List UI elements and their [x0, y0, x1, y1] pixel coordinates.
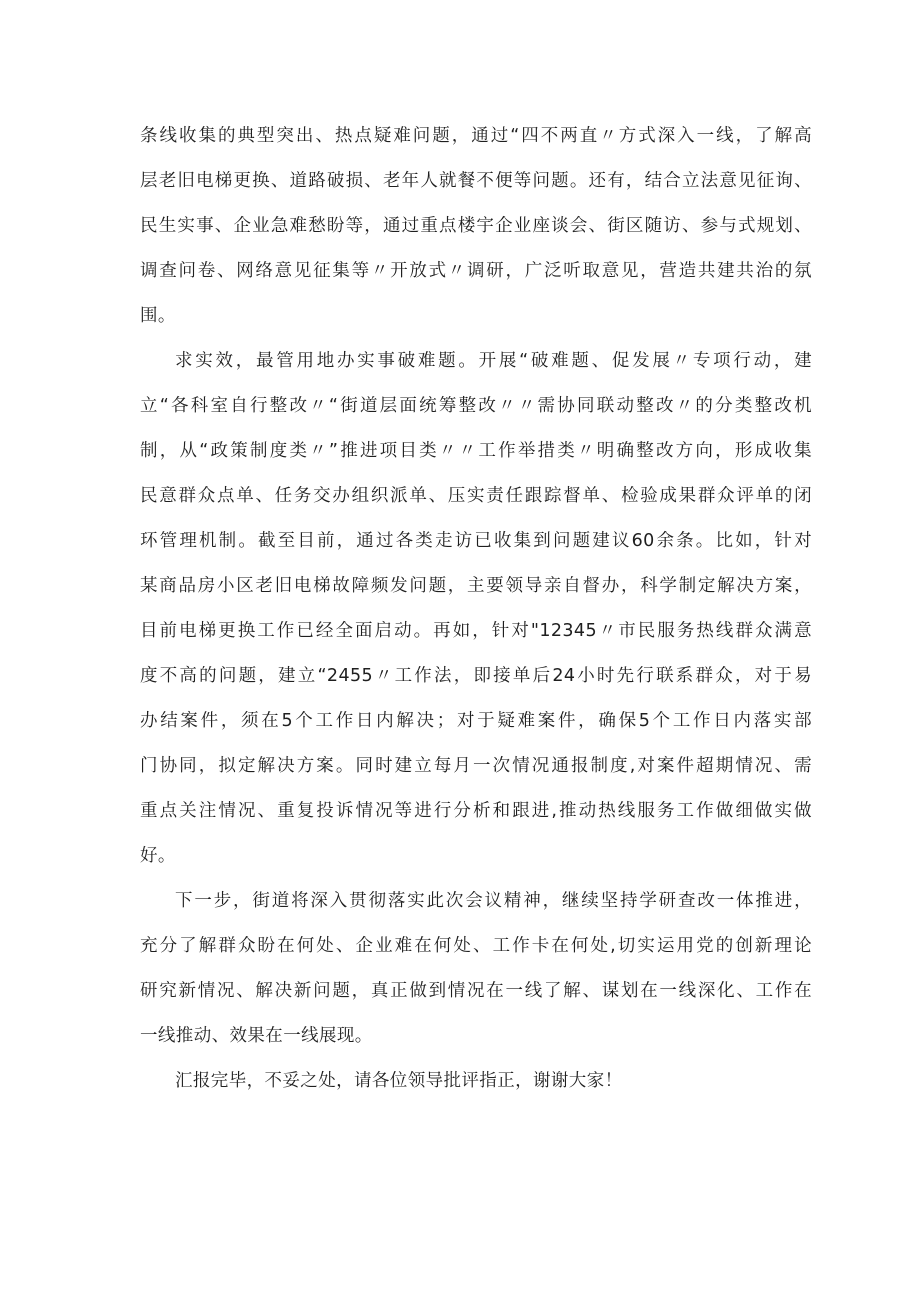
paragraph-line: 某商品房小区老旧电梯故障频发问题，主要领导亲自督办，科学制定解决方案， — [140, 576, 812, 596]
paragraph-line: 制，从“政策制度类〃”推进项目类〃〃工作举措类〃明确整改方向，形成收集 — [140, 441, 812, 461]
paragraph-line: 充分了解群众盼在何处、企业难在何处、工作卡在何处,切实运用党的创新理论 — [140, 936, 812, 956]
paragraph-line: 重点关注情况、重复投诉情况等进行分析和跟进,推动热线服务工作做细做实做 — [140, 801, 812, 821]
paragraph-p2 — [140, 339, 812, 879]
paragraph-line: 调查问卷、网络意见征集等〃开放式〃调研，广泛听取意见，营造共建共治的氛 — [140, 261, 812, 281]
paragraph-line: 门协同，拟定解决方案。同时建立每月一次情况通报制度,对案件超期情况、需 — [140, 756, 812, 776]
paragraph-p3 — [140, 879, 812, 1059]
paragraph-line: 求实效，最管用地办实事破难题。开展“破难题、促发展〃专项行动，建 — [175, 351, 812, 371]
paragraph-line: 民意群众点单、任务交办组织派单、压实责任跟踪督单、检验成果群众评单的闭 — [140, 486, 812, 506]
paragraph-line: 条线收集的典型突出、热点疑难问题，通过“四不两直〃方式深入一线，了解高 — [140, 126, 812, 146]
document-body — [140, 114, 812, 1104]
paragraph-line: 目前电梯更换工作已经全面启动。再如，针对"12345〃市民服务热线群众满意 — [140, 621, 812, 641]
paragraph-line: 环管理机制。截至目前，通过各类走访已收集到问题建议60余条。比如，针对 — [140, 531, 812, 551]
paragraph-line: 办结案件，须在5个工作日内解决；对于疑难案件，确保5个工作日内落实部 — [140, 711, 812, 731]
paragraph-line: 度不高的问题，建立“2455〃工作法，即接单后24小时先行联系群众，对于易 — [140, 666, 812, 686]
paragraph-line: 层老旧电梯更换、道路破损、老年人就餐不便等问题。还有，结合立法意见征询、 — [140, 171, 812, 191]
paragraph-line: 围。 — [140, 306, 176, 326]
paragraph-p1 — [140, 114, 812, 339]
paragraph-line: 汇报完毕，不妥之处，请各位领导批评指正，谢谢大家！ — [175, 1071, 623, 1091]
paragraph-line: 立“各科室自行整改〃“街道层面统筹整改〃〃需协同联动整改〃的分类整改机 — [140, 396, 812, 416]
paragraph-line: 好。 — [140, 846, 176, 866]
paragraph-p4 — [140, 1059, 812, 1104]
paragraph-line: 下一步，街道将深入贯彻落实此次会议精神，继续坚持学研查改一体推进， — [175, 891, 812, 911]
paragraph-line: 一线推动、效果在一线展现。 — [140, 1026, 373, 1046]
paragraph-line: 民生实事、企业急难愁盼等，通过重点楼宇企业座谈会、街区随访、参与式规划、 — [140, 216, 812, 236]
paragraph-line: 研究新情况、解决新问题，真正做到情况在一线了解、谋划在一线深化、工作在 — [140, 981, 812, 1001]
